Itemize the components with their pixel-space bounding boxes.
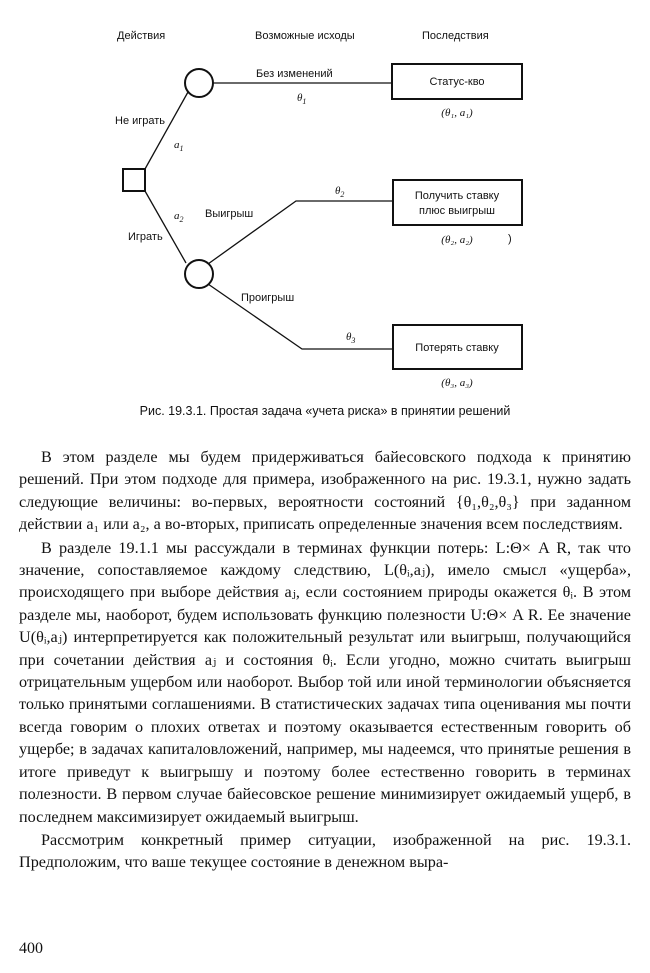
consequence-pair-3: (θ₃, a₃) <box>441 377 473 389</box>
label-play: Играть <box>128 231 163 243</box>
header-outcomes: Возможные исходы <box>255 30 355 42</box>
figure-caption: Рис. 19.3.1. Простая задача «учета риска» в принятии решений <box>139 404 511 418</box>
consequence-pair-1: (θ₁, a₁) <box>441 107 473 119</box>
label-no-change: Без изменений <box>256 68 333 80</box>
stray-mark: ) <box>508 233 512 245</box>
body-text <box>19 446 631 874</box>
paragraph-3: Рассмотрим конкретный пример ситуации, изображенной на рис. 19.3.1. Предположим, что ваше текущее состояние в денежном выра- <box>19 830 631 872</box>
consequence-box-get-stake <box>393 180 522 225</box>
label-theta2: $\theta_2$ <box>335 185 345 199</box>
consequence-get-stake-line1: Получить ставку <box>414 190 500 202</box>
label-not-play: Не играть <box>115 115 166 127</box>
paragraph-2: В разделе 19.1.1 мы рассуждали в терминах функции потерь: L:Θ× A R, так что значение, сопоставляемое каждому следствию, L(θᵢ,aⱼ), имело смысл «ущерба», происходящего при выборе действия aⱼ, если состоянием природы окажется θᵢ. В этом разделе мы, наоборот, будем использовать функцию полезности U:Θ× A R. Ее значение U(θᵢ,aⱼ) интерпретируется как положительный результат или выигрыш, получающийся при сочетании действия aⱼ и состояния θᵢ. Если угодно, можно считать выигрыш отрицательным ущербом или наоборот. Выбор той или иной терминологии объясняется только принятыми соглашениями. В статистических задачах типа оценивания мы почти всегда говорим о плохих ответах и поэтому оказывается естественным говорить об ущербе; в задачах капиталовложений, например, мы надеемся, что принятые решения в итоге приведут к выигрышу и поэтому более естественно говорить в терминах полезности. В первом случае байесовское решение минимизирует ожидаемый ущерб, в последнем максимизирует ожидаемый выигрыш. <box>19 538 631 826</box>
branch-not-play <box>145 92 188 169</box>
header-consequences: Последствия <box>422 30 489 42</box>
paragraph-1: В этом разделе мы будем придерживаться байесовского подхода к принятию решений. При этом подходе для примера, изображенного на рис. 19.3.1, нужно задать следующие величины: во-первых, вероятности состояний {θ₁,θ₂,θ₃} при заданном действии a₁ или a₂, а во-вторых, приписать определенные значения всем последствиям. <box>19 448 631 534</box>
page-number: 400 <box>19 940 43 957</box>
label-a2: $a_2$ <box>174 210 184 224</box>
branch-play <box>145 191 186 263</box>
consequence-pair-2: (θ₂, a₂) <box>441 234 473 246</box>
consequence-lose-stake: Потерять ставку <box>415 342 499 354</box>
label-win: Выигрыш <box>205 208 254 220</box>
label-loss: Проигрыш <box>241 292 295 304</box>
consequence-get-stake-line2: плюс выигрыш <box>419 205 495 217</box>
decision-node-square <box>123 169 145 191</box>
decision-tree-diagram <box>0 0 650 395</box>
consequence-status-quo: Статус-кво <box>429 76 485 88</box>
label-theta1: $\theta_1$ <box>297 92 307 106</box>
branch-loss <box>208 284 393 349</box>
label-a1: $a_1$ <box>174 139 184 153</box>
label-theta3: $\theta_3$ <box>346 331 356 345</box>
chance-node-not-play <box>185 69 213 97</box>
header-actions: Действия <box>117 30 166 42</box>
